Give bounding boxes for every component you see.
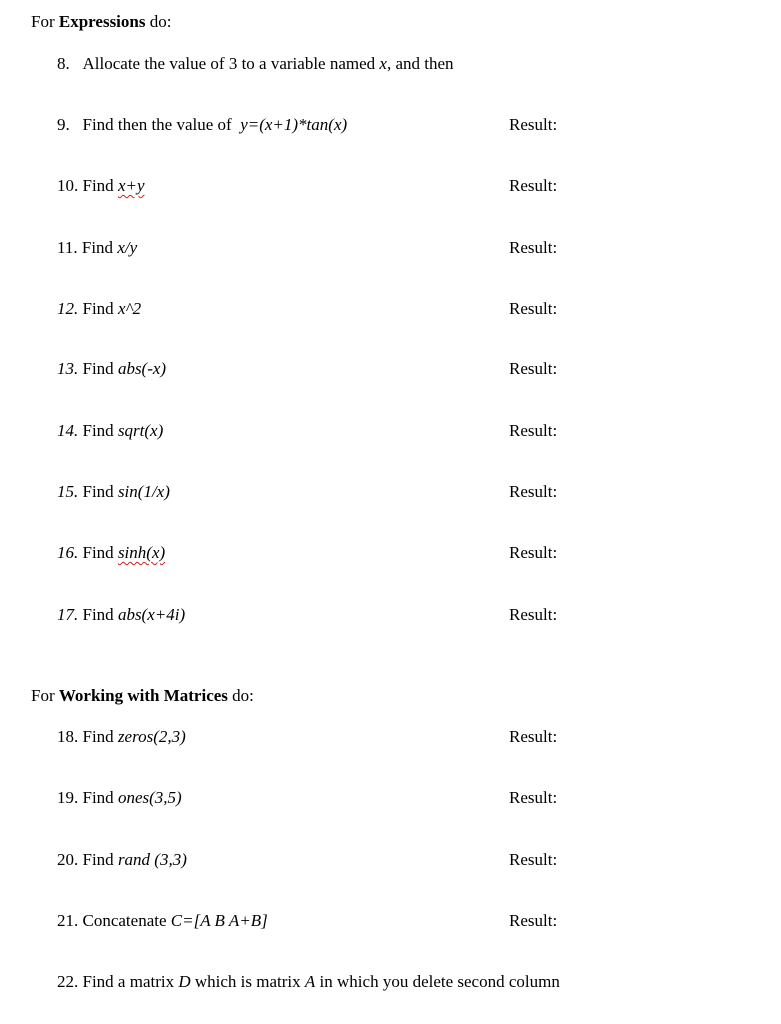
- result-label-10: Result:: [509, 176, 558, 195]
- item-14: 14. Find sqrt(x): [57, 421, 164, 440]
- result-label-15: Result:: [509, 482, 558, 501]
- item-13: 13. Find abs(-x): [57, 359, 167, 378]
- item-22: 22. Find a matrix D which is matrix A in which you delete second column: [57, 972, 560, 991]
- result-label-13: Result:: [509, 359, 558, 378]
- result-label-16: Result:: [509, 543, 558, 562]
- item-18: 18. Find zeros(2,3): [57, 727, 186, 746]
- item-19: 19. Find ones(3,5): [57, 788, 182, 807]
- result-label-20: Result:: [509, 850, 558, 869]
- result-label-21: Result:: [509, 911, 558, 930]
- item-11: 11. Find x/y: [57, 238, 138, 257]
- item-10: 10. Find x+y: [57, 176, 145, 195]
- item-9: 9. Find then the value of y=(x+1)*tan(x): [57, 115, 348, 134]
- item-12: 12. Find x^2: [57, 299, 142, 318]
- result-label-11: Result:: [509, 238, 558, 257]
- item-21: 21. Concatenate C=[A B A+B]: [57, 911, 268, 930]
- result-label-17: Result:: [509, 605, 558, 624]
- item-17: 17. Find abs(x+4i): [57, 605, 186, 624]
- result-label-12: Result:: [509, 299, 558, 318]
- result-label-9: Result:: [509, 115, 558, 134]
- result-label-19: Result:: [509, 788, 558, 807]
- item-15: 15. Find sin(1/x): [57, 482, 170, 501]
- item-8: 8. Allocate the value of 3 to a variable named x, and then: [57, 54, 454, 73]
- result-label-14: Result:: [509, 421, 558, 440]
- result-label-18: Result:: [509, 727, 558, 746]
- matrices-heading: For Working with Matrices do:: [31, 686, 254, 705]
- expressions-heading: For Expressions do:: [31, 12, 172, 31]
- item-20: 20. Find rand (3,3): [57, 850, 187, 869]
- item-16: 16. Find sinh(x): [57, 543, 166, 562]
